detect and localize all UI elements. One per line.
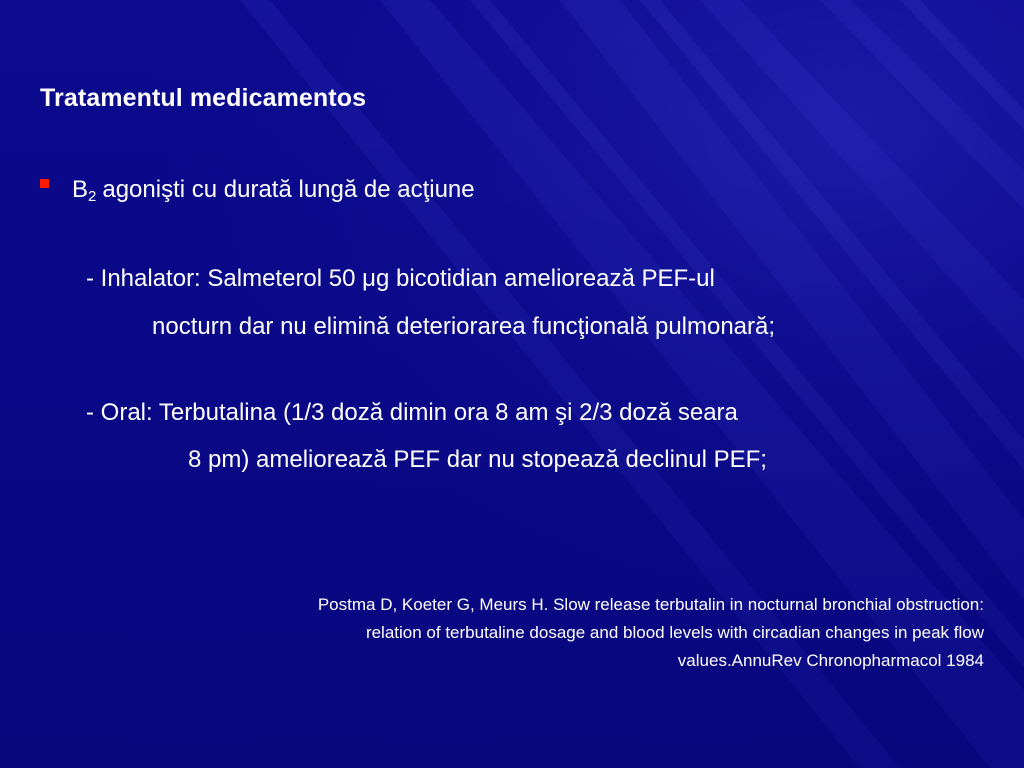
reference-line: Postma D, Koeter G, Meurs H. Slow release terbutalin in nocturnal bronchial obstruction: [317, 595, 984, 614]
reference-line: relation of terbutaline dosage and blood levels with circadian changes in peak flow [365, 623, 984, 642]
oral-line: - Oral: Terbutalina (1/3 doză dimin ora 8 am şi 2/3 doză seara [86, 399, 738, 426]
inhalator-line: - Inhalator: Salmeterol 50 μg bicotidian ameliorează PEF-ul [86, 265, 715, 292]
bullet-square-icon [40, 179, 49, 188]
inhalator-line-continued: nocturn dar nu elimină deteriorarea funcţională pulmonară; [152, 313, 776, 340]
slide-title: Tratamentul medicamentos [40, 84, 367, 112]
bullet-prefix: B [72, 175, 89, 203]
bullet-subscript: 2 [88, 187, 97, 205]
bullet-text [72, 176, 475, 205]
bullet-body: agonişti cu durată lungă de acţiune [102, 175, 475, 203]
reference-line: values.AnnuRev Chronopharmacol 1984 [677, 651, 984, 670]
reference-citation [44, 591, 984, 675]
oral-line-continued: 8 pm) ameliorează PEF dar nu stopează declinul PEF; [188, 446, 767, 473]
bullet-item [40, 172, 475, 208]
